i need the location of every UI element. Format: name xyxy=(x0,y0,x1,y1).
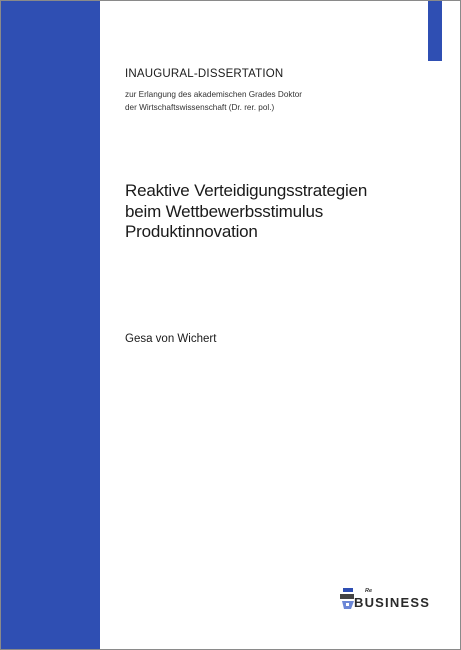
degree-subtitle xyxy=(125,89,302,114)
title-line: Produktinnovation xyxy=(125,222,258,241)
book-title xyxy=(125,181,367,243)
subtitle-line: der Wirtschaftswissenschaft (Dr. rer. pol.) xyxy=(125,102,275,112)
publisher-prefix: Re xyxy=(365,588,373,594)
publisher-name: BUSINESS xyxy=(354,595,431,610)
title-line: Reaktive Verteidigungsstrategien xyxy=(125,181,368,200)
author-name: Gesa von Wichert xyxy=(125,333,217,345)
publisher-logo xyxy=(340,588,450,614)
top-accent-bar xyxy=(428,1,442,61)
subtitle-line: zur Erlangung des akademischen Grades Doktor xyxy=(125,90,303,99)
document-type-heading: INAUGURAL-DISSERTATION xyxy=(125,68,284,80)
left-color-band xyxy=(1,1,100,649)
title-line: beim Wettbewerbsstimulus xyxy=(125,201,324,221)
